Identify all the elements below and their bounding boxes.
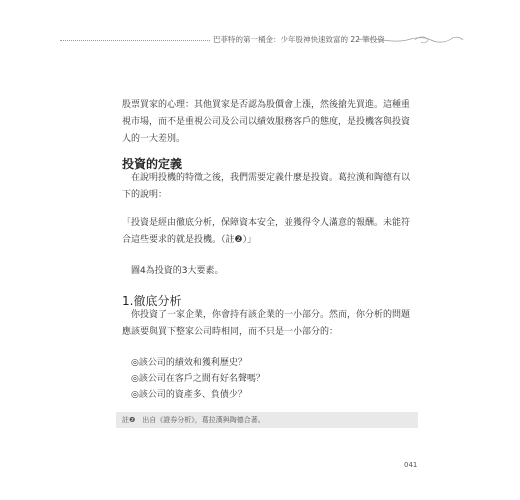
running-header	[0, 33, 520, 47]
paragraph-speculator-psychology: 股票買家的心理：其他買家是否認為股價會上漲，然後搶先買進。這種重視市場，而不是重視公司及公司以績效服務客戶的態度，是投機客與投資人的一大差別。	[122, 100, 411, 144]
page-number: 041	[404, 461, 418, 469]
paragraph-analysis-description: 你投資了一家企業，你會持有該企業的一小部分。然而，你分析的問題應該要與買下整家公司時相同，而不只是一小部分的：	[122, 310, 411, 337]
heading-definition-of-investment: 投資的定義	[122, 157, 183, 171]
paragraph-definition-intro: 在說明投機的特徵之後，我們需要定義什麼是投資。葛拉漢和陶德有以下的說明：	[122, 173, 411, 200]
header-title: 巴菲特的第一桶金：少年股神快速致富的 22 筆投資	[213, 35, 385, 44]
paragraph-figure-reference: 圖4為投資的3大要素。	[131, 266, 224, 276]
footnote: 註❷ 出自《證券分析》，葛拉漢與陶德合著。	[116, 412, 418, 428]
list-item: ◎該公司在客戶之間有好名聲嗎？	[131, 374, 265, 384]
quote-investment-definition: 「投資是經由徹底分析，保障資本安全，並獲得令人滿意的報酬。未能符合這些要求的就是投機。（註❷）」	[122, 218, 411, 245]
list-item: ◎該公司的資產多、負債少？	[131, 390, 247, 400]
header-dotted-rule	[60, 40, 210, 41]
analysis-question-list	[131, 355, 265, 403]
flourish-ornament-icon	[355, 34, 465, 46]
list-item: ◎該公司的績效和獲利歷史？	[131, 358, 247, 368]
heading-thorough-analysis: 1.徹底分析	[122, 294, 182, 308]
